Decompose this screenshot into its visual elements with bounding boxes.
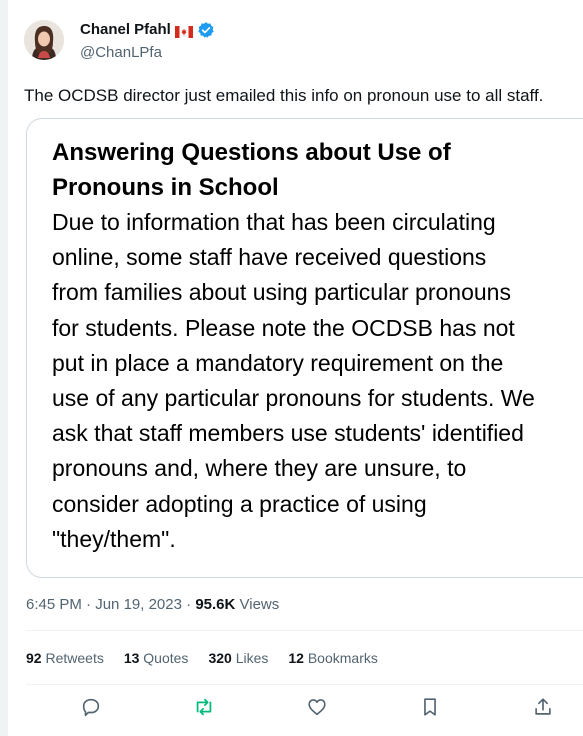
action-bar xyxy=(26,690,583,726)
tweet-time[interactable]: 6:45 PM xyxy=(26,596,82,613)
card-body xyxy=(52,205,583,557)
views-label: Views xyxy=(239,596,280,613)
divider xyxy=(26,684,583,685)
avatar[interactable] xyxy=(24,20,64,60)
divider xyxy=(26,630,583,631)
card-body-line: use of any particular pronouns for students. We xyxy=(52,385,535,412)
retweets-count: 92 xyxy=(26,650,42,666)
bookmark-icon xyxy=(419,696,441,718)
retweet-button[interactable] xyxy=(193,696,217,720)
card-body-line: online, some staff have received questions xyxy=(52,244,487,271)
likes-label: Likes xyxy=(235,650,269,666)
heart-icon xyxy=(306,696,328,718)
retweets-stat[interactable] xyxy=(26,648,104,668)
user-names xyxy=(80,20,215,63)
card-body-line: consider adopting a practice of using xyxy=(52,490,427,517)
user-handle[interactable]: @ChanLPfa xyxy=(80,44,162,61)
card-body-line: ask that staff members use students' identified xyxy=(52,420,524,447)
like-button[interactable] xyxy=(306,696,330,720)
share-icon xyxy=(532,696,554,718)
quotes-count: 13 xyxy=(123,650,140,666)
left-rail xyxy=(0,0,8,736)
card-body-line: Due to information that has been circulating xyxy=(52,209,496,235)
meta-separator: · xyxy=(81,596,96,613)
display-name-row[interactable] xyxy=(80,20,215,40)
bookmarks-stat[interactable] xyxy=(288,648,378,668)
quoted-image-card[interactable] xyxy=(26,118,583,578)
card-body-line: from families about using particular pronouns xyxy=(52,279,511,306)
tweet-header xyxy=(24,20,564,68)
card-body-line: put in place a mandatory requirement on the xyxy=(52,349,504,376)
card-title-line: Pronouns in School xyxy=(52,174,279,201)
share-button[interactable] xyxy=(532,696,556,720)
card-body-line: "they/them". xyxy=(52,525,176,552)
reply-icon xyxy=(80,696,102,718)
quotes-label: Quotes xyxy=(143,650,189,666)
verified-badge-icon[interactable] xyxy=(197,21,215,39)
bookmark-button[interactable] xyxy=(419,696,443,720)
tweet-date[interactable]: Jun 19, 2023 xyxy=(95,596,182,613)
likes-stat[interactable] xyxy=(208,648,268,668)
tweet-timestamp xyxy=(26,595,279,615)
card-title xyxy=(52,135,572,205)
meta-separator-2: · xyxy=(181,596,196,613)
card-title-line: Answering Questions about Use of xyxy=(52,139,451,166)
card-body-line: pronouns and, where they are unsure, to xyxy=(52,455,467,482)
quotes-stat[interactable] xyxy=(124,648,189,668)
views-count: 95.6K xyxy=(195,596,236,613)
bookmarks-label: Bookmarks xyxy=(307,650,378,666)
engagement-stats xyxy=(26,648,378,668)
avatar-image xyxy=(24,20,64,60)
canada-flag-icon xyxy=(175,24,193,36)
retweets-label: Retweets xyxy=(45,650,104,666)
display-name[interactable]: Chanel Pfahl xyxy=(80,21,171,38)
tweet-text: The OCDSB director just emailed this info on pronoun use to all staff. xyxy=(24,86,544,105)
bookmarks-count: 12 xyxy=(288,650,304,666)
retweet-icon xyxy=(193,696,215,718)
reply-button[interactable] xyxy=(80,696,104,720)
tweet xyxy=(8,0,583,736)
likes-count: 320 xyxy=(208,650,232,666)
card-body-line: for students. Please note the OCDSB has not xyxy=(52,314,515,341)
